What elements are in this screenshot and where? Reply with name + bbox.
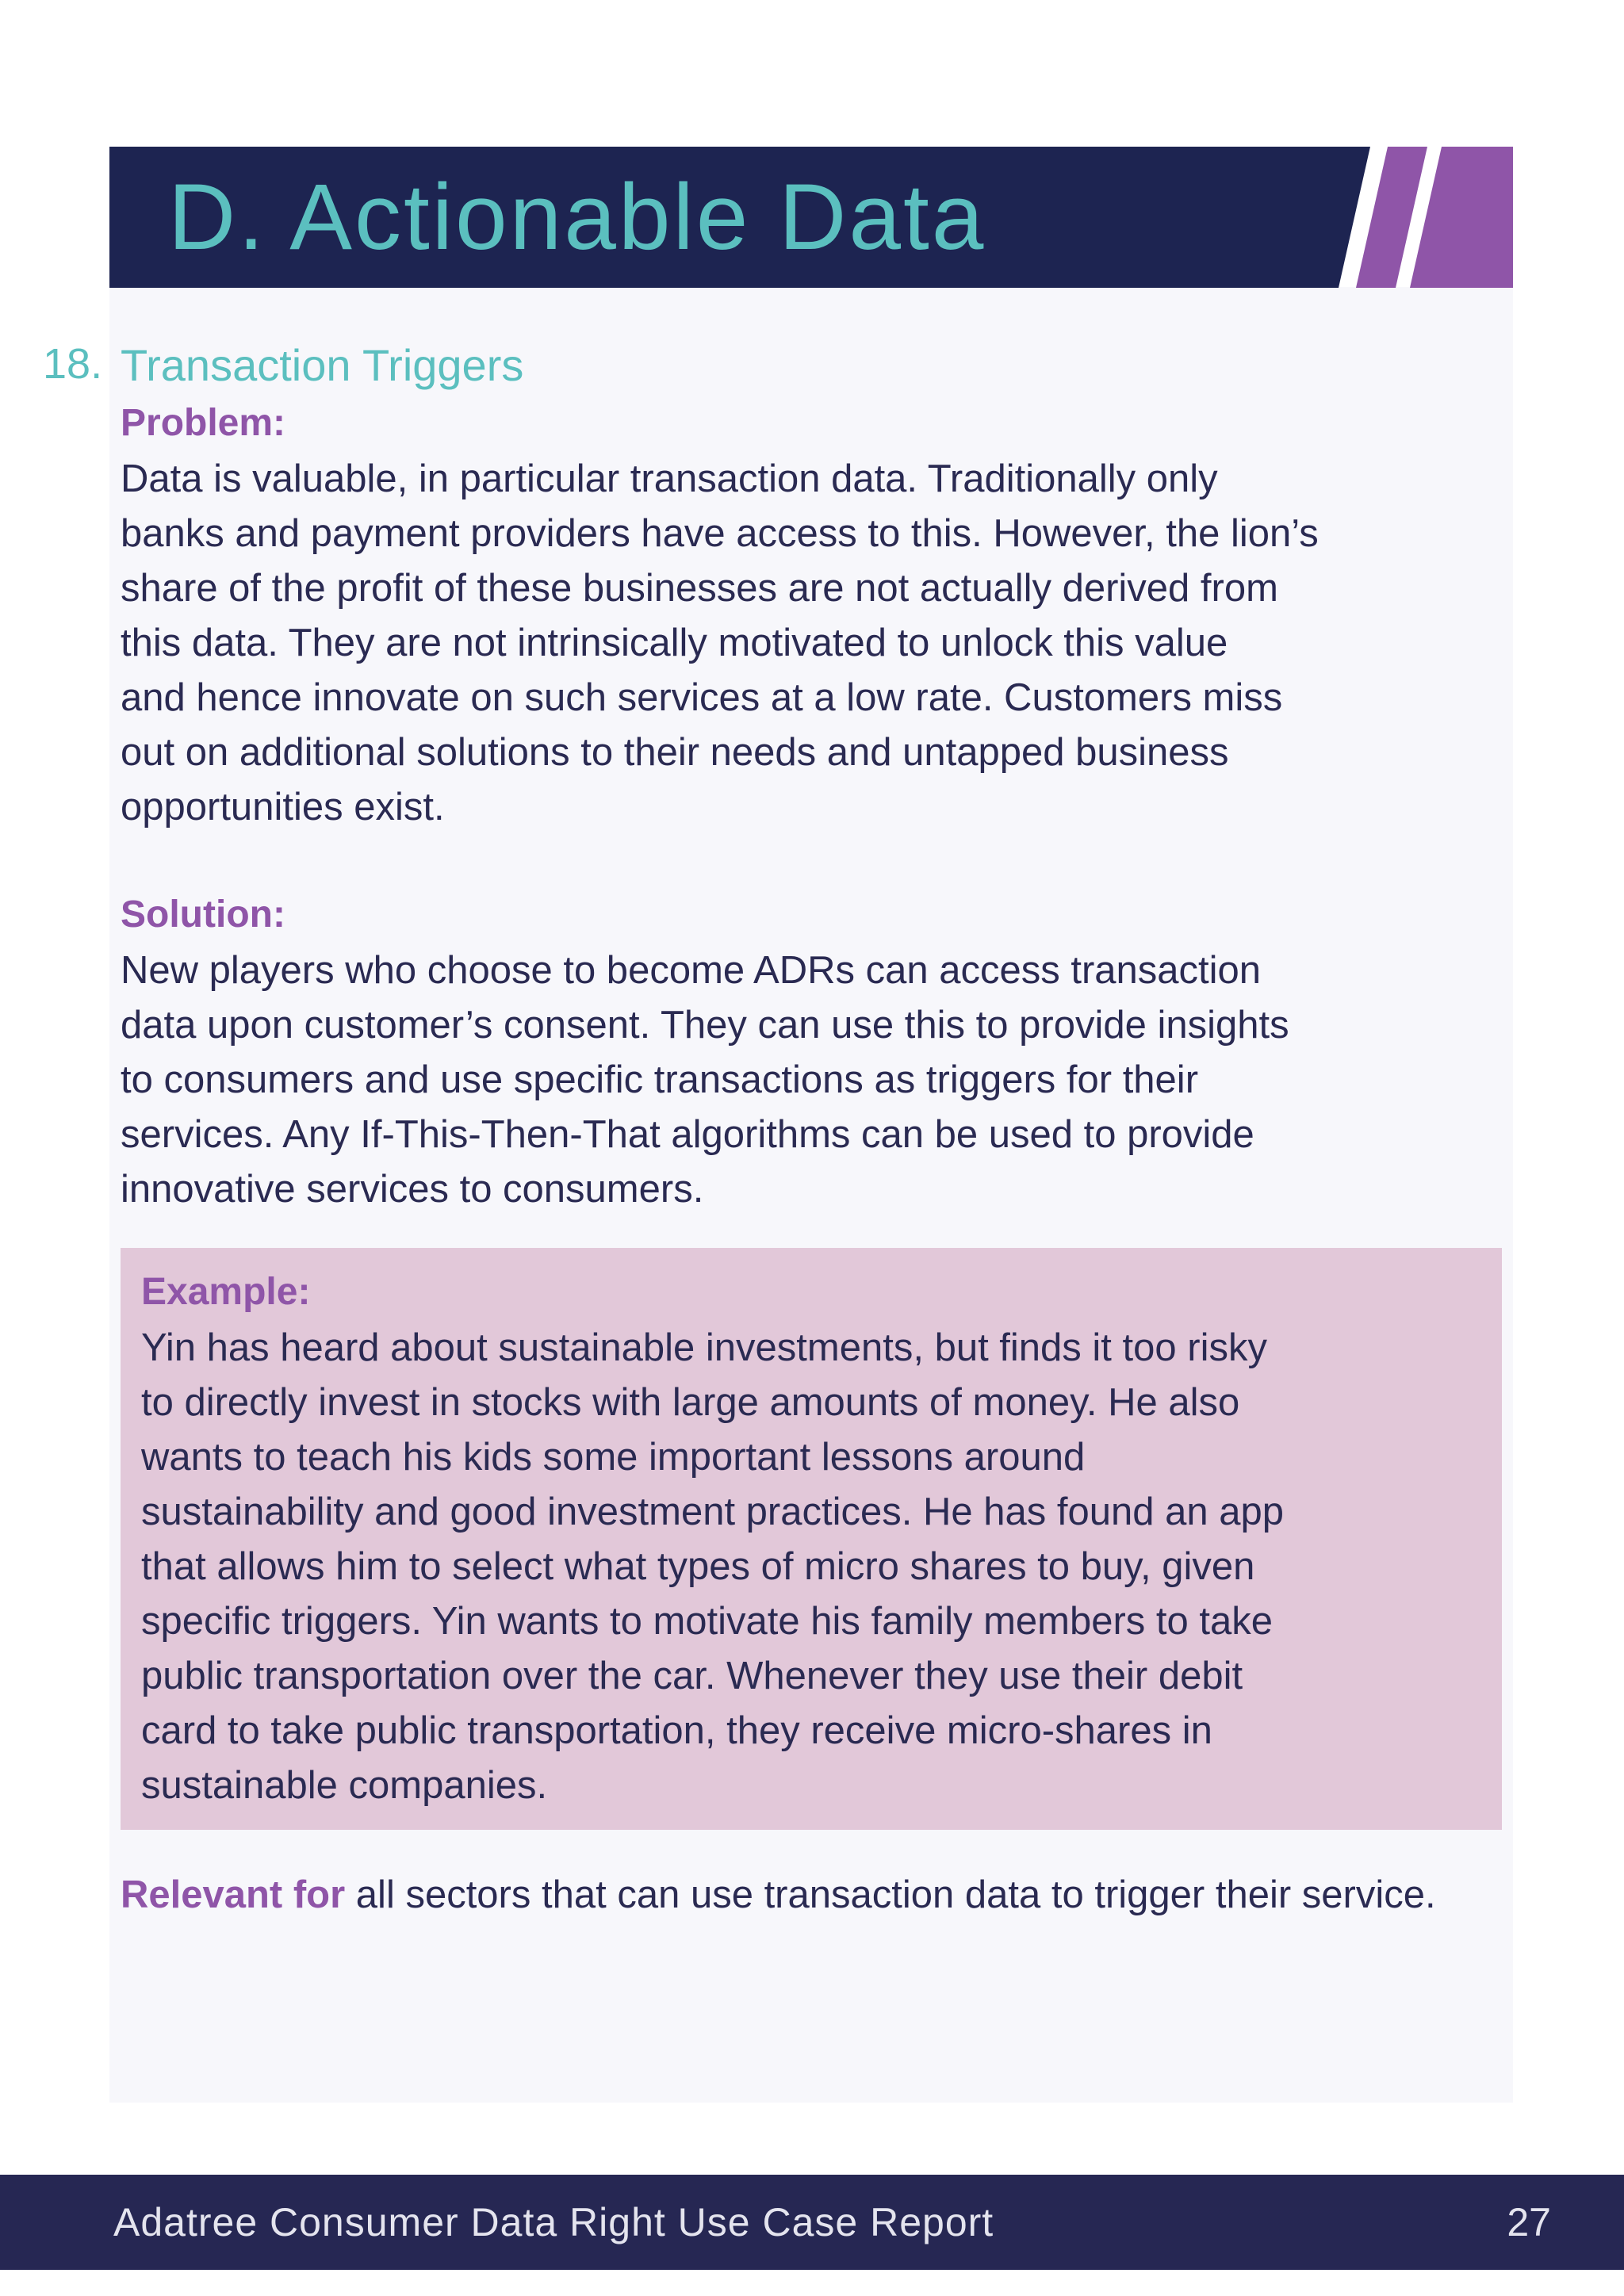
solution-text: New players who choose to become ADRs can access transaction data upon customer’s consent. They can use this to provide insights to consumers and use specific transactions as triggers for their services. Any If-This-Then-That algorithms can be used to provide innovative services to consumers. <box>121 949 1289 1211</box>
page-title: D. Actionable Data <box>168 165 986 270</box>
problem-text: Data is valuable, in particular transaction data. Traditionally only banks and payment providers have access to this. However, the lion’s share of the profit of these businesses are not actually derived from this data. They are not intrinsically motivated to unlock this value and hence innovate on such services at a low rate. Customers miss out on additional solutions to their needs and untapped business opportunities exist. <box>121 457 1319 828</box>
solution-label: Solution: <box>121 894 285 936</box>
section-banner <box>109 147 1513 288</box>
example-box <box>121 1248 1502 1830</box>
footer-title: Adatree Consumer Data Right Use Case Report <box>113 2200 994 2244</box>
problem-label: Problem: <box>121 402 286 444</box>
footer-bar <box>0 2175 1624 2270</box>
example-text: Yin has heard about sustainable investments, but finds it too risky to directly invest in stocks with large amounts of money. He also wants to teach his kids some important lessons around sustainability and good investment practices. He has found an app that allows him to select what types of micro shares to buy, given specific triggers. Yin wants to motivate his family members to take public transportation over the car. Whenever they use their debit card to take public transportation, they receive micro-shares in sustainable companies. <box>141 1326 1284 1807</box>
relevant-for-body: all sectors that can use transaction data to trigger their service. <box>345 1873 1436 1916</box>
relevant-for-keyword: Relevant for <box>121 1873 346 1916</box>
page-number: 27 <box>1507 2200 1551 2244</box>
banner-stripe-icon <box>1410 147 1513 288</box>
relevant-for-text <box>121 1868 1516 1923</box>
example-label: Example: <box>141 1271 311 1313</box>
section-title: Transaction Triggers <box>121 340 524 390</box>
section-number: 18. <box>43 340 103 388</box>
